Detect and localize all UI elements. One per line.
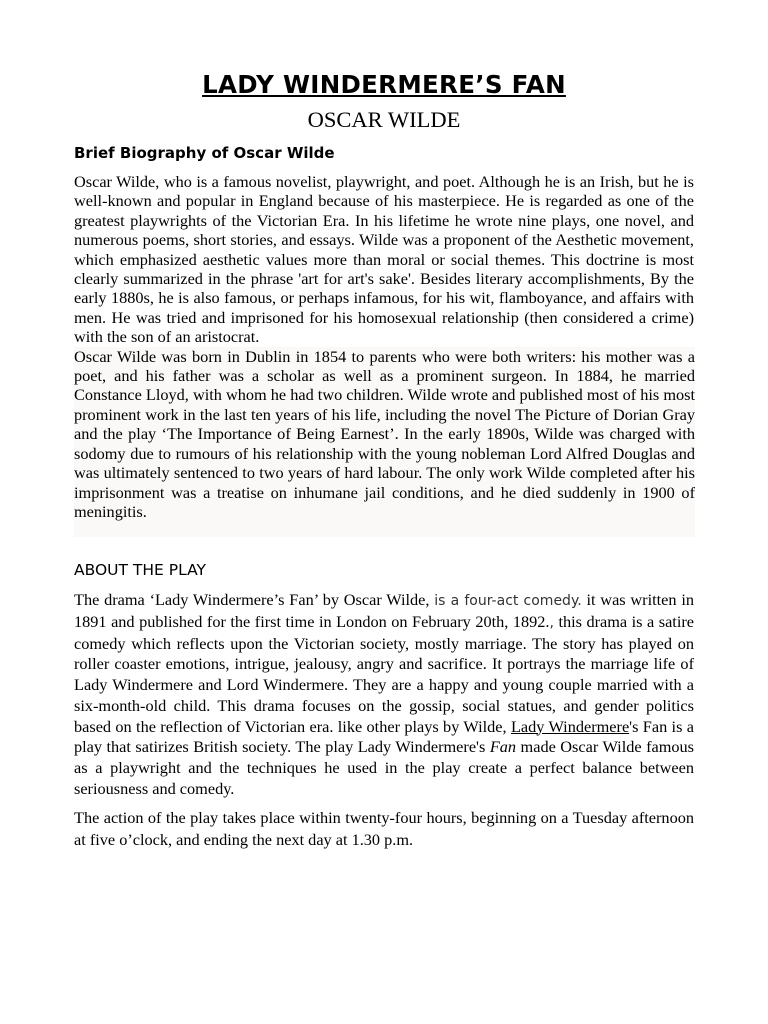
- biography-paragraph-2: Oscar Wilde was born in Dublin in 1854 to parents who were both writers: his mother was a poet, and his father was a scholar as well as a prominent surgeon. In 1884, he married Constance Lloyd, with whom he had two children. Wilde wrote and published most of his most prominent work in the last ten years of his life, including the novel The Picture of Dorian Gray and the play ‘The Importance of Being Earnest’. In the early 1890s, Wilde was charged with sodomy due to rumours of his relationship with the young nobleman Lord Alfred Douglas and was ultimately sentenced to two years of hard labour. The only work Wilde completed after his imprisonment was a treatise on inhumane jail conditions, and he died suddenly in 1900 of meningitis.: [74, 346, 695, 521]
- play-text-1: The drama ‘Lady Windermere’s Fan’ by Oscar Wilde,: [74, 590, 435, 610]
- play-text-fan-italic: Fan: [489, 737, 517, 757]
- about-play-paragraph-1: [74, 590, 694, 799]
- play-text-3: it was written in 1891 and published for the first time in London on February 20th, 1892.: [74, 590, 694, 632]
- play-text-comma: ,: [549, 615, 554, 632]
- lady-windermere-link[interactable]: Lady Windermere: [510, 716, 630, 736]
- biography-section: [74, 172, 694, 537]
- biography-heading: Brief Biography of Oscar Wilde: [74, 144, 335, 162]
- biography-paragraph-1: Oscar Wilde, who is a famous novelist, playwright, and poet. Although he is an Irish, but he is well-known and popular in England because of his masterpiece. He is regarded as one of the greatest playwrights of the Victorian Era. In his lifetime he wrote nine plays, one novel, and numerous poems, short stories, and essays. Wilde was a proponent of the Aesthetic movement, which emphasized aesthetic values more than moral or social themes. This doctrine is most clearly summarized in the phrase 'art for art's sake'. Besides literary accomplishments, By the early 1880s, he is also famous, or perhaps infamous, for his wit, flamboyance, and affairs with men. He was tried and imprisoned for his homosexual relationship (then considered a crime) with the son of an aristocrat.: [74, 172, 694, 347]
- author-name: OSCAR WILDE: [307, 107, 461, 132]
- play-text-7: 's Fan is a play that satirizes British society. The play Lady Windermere's: [74, 716, 694, 757]
- biography-shaded-block: [74, 347, 695, 538]
- play-text-9: made Oscar Wilde famous as a playwright and the techniques he used in the play create a perfect balance between seriousness and comedy.: [74, 737, 695, 798]
- document-title: LADY WINDERMERE’S FAN: [202, 70, 566, 99]
- about-play-heading: ABOUT THE PLAY: [74, 561, 206, 580]
- about-play-paragraph-2: The action of the play takes place within twenty-four hours, beginning on a Tuesday afternoon at five o’clock, and ending the next day at 1.30 p.m.: [74, 808, 694, 850]
- play-text-5: this drama is a satire comedy which reflects upon the Victorian society, mostly marriage. The story has played on roller coaster emotions, intrigue, jealousy, angry and sacrifice. It portrays the marriage life of Lady Windermere and Lord Windermere. They are a happy and young couple married with a six-month-old child. This drama focuses on the gossip, social statues, and gender politics based on the reflection of Victorian era. like other plays by Wilde,: [74, 612, 694, 736]
- play-text-four-act: is a four-act comedy.: [434, 593, 582, 610]
